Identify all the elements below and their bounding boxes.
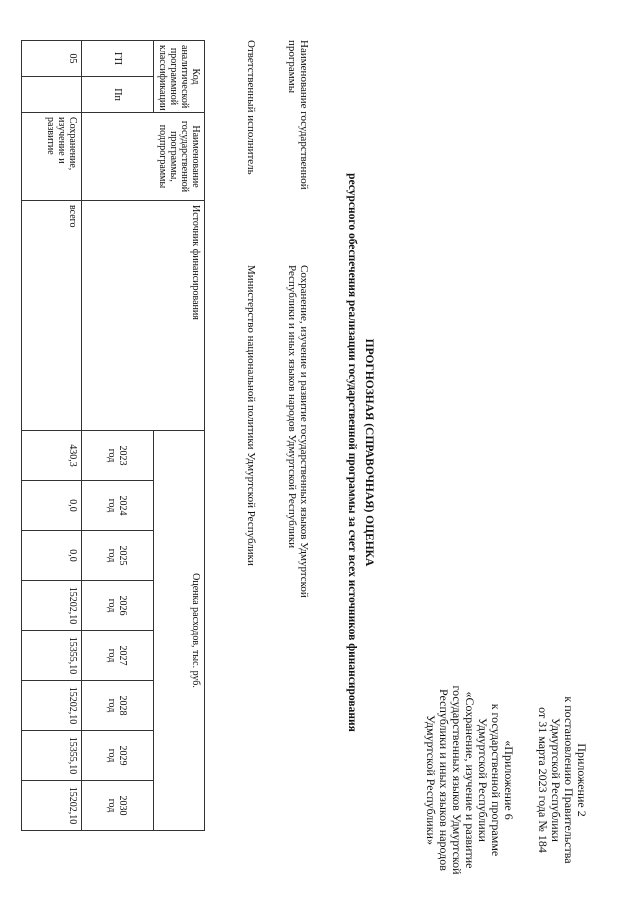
year-header: 2028 год [82, 681, 154, 731]
gp-header: ГП [82, 41, 154, 77]
appendix-line: к постановлению Правительства [562, 696, 576, 864]
executor-value: Министерство национальной политики Удмуртской Республики [245, 265, 257, 566]
year-header: 2023 год [82, 431, 154, 481]
annex6-line: Удмуртской Республики [476, 718, 490, 842]
program-label: Наименование государственной программы [286, 40, 310, 190]
appendix-line: от 31 марта 2023 года № 184 [536, 707, 550, 853]
annex6-line: «Сохранение, изучение и развитие [463, 691, 477, 869]
value-cell: 15202,10 [22, 781, 82, 831]
year-header: 2027 год [82, 631, 154, 681]
value-cell: 430,3 [22, 431, 82, 481]
year-header: 2025 год [82, 531, 154, 581]
value-cell: 15355,10 [22, 731, 82, 781]
value-cell: 0,0 [22, 531, 82, 581]
source-header: Источник финансирования [82, 201, 205, 431]
name-cell: Сохранение, изучение и развитие [22, 113, 82, 201]
year-header: 2024 год [82, 481, 154, 531]
pp-cell [22, 77, 82, 113]
rotated-page [40, 0, 600, 905]
financing-table [21, 40, 205, 831]
table-header-row [154, 41, 205, 831]
source-cell: всего [22, 201, 82, 431]
name-header: Наименование государственной программы, подпрограммы [82, 113, 205, 201]
value-cell: 15202,10 [22, 581, 82, 631]
annex6-line: к государственной программе [489, 703, 503, 857]
appendix-line: Удмуртской Республики [549, 718, 563, 842]
year-header: 2026 год [82, 581, 154, 631]
annex6-line: Республики и иных языков народов [437, 689, 451, 871]
document-subtitle: ресурсного обеспечения реализации государственной программы за счет всех источников финансирования [346, 173, 358, 732]
document-title: ПРОГНОЗНАЯ (СПРАВОЧНАЯ) ОЦЕНКА [363, 338, 375, 567]
value-cell: 15355,10 [22, 631, 82, 681]
estimate-header: Оценка расходов, тыс. руб. [154, 431, 205, 831]
table-row [22, 41, 82, 831]
code-header: Код аналитической программной классификации [154, 41, 205, 113]
appendix-block [536, 660, 588, 900]
year-header: 2029 год [82, 731, 154, 781]
pp-header: Пп [82, 77, 154, 113]
annex6-line: государственных языков Удмуртской [450, 685, 464, 875]
annex6-line: Удмуртской Республики» [424, 715, 438, 845]
year-header: 2030 год [82, 781, 154, 831]
gp-cell: 05 [22, 41, 82, 77]
value-cell: 15202,10 [22, 681, 82, 731]
program-value: Сохранение, изучение и развитие государственных языков Удмуртской Республики и иных языков народов Удмуртской Республики [286, 265, 310, 598]
executor-label: Ответственный исполнитель [245, 40, 257, 175]
appendix-line: Приложение 2 [575, 743, 589, 817]
annex6-block [424, 660, 515, 900]
value-cell: 0,0 [22, 481, 82, 531]
annex6-line: «Приложение 6 [502, 740, 516, 820]
